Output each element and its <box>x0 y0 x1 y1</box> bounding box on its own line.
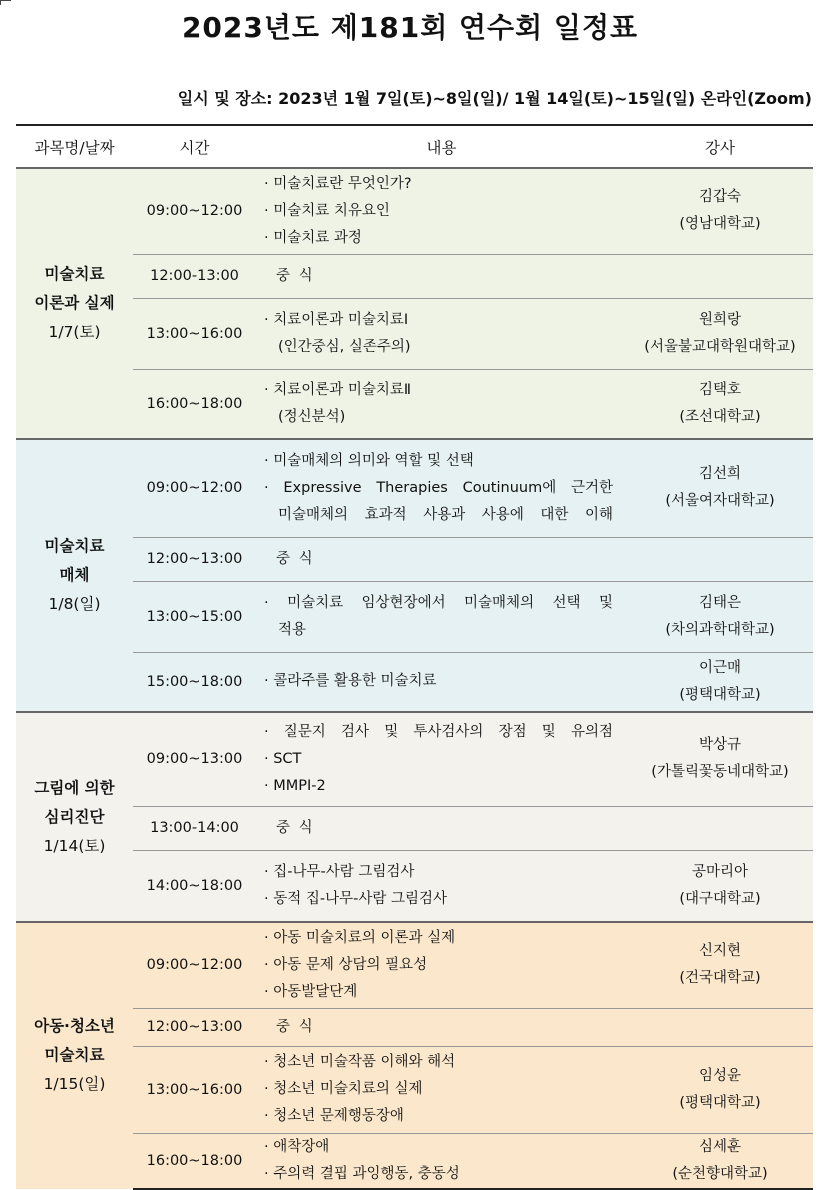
page-title: 2023년도 제181회 연수회 일정표 <box>181 11 639 44</box>
teacher-cell <box>627 254 813 298</box>
table-row <box>16 537 813 581</box>
teacher-cell <box>627 581 813 652</box>
content-cell <box>256 1133 627 1189</box>
teacher-name: 김갑숙 <box>698 189 742 206</box>
subject-name: 이론과 실제 <box>34 294 115 312</box>
content-cell <box>256 712 627 806</box>
teacher-affiliation: (조선대학교) <box>679 408 761 425</box>
teacher-cell <box>627 922 813 1008</box>
header-teacher: 강사 <box>627 125 813 168</box>
content-item: · 집-나무-사람 그림검사 <box>264 859 627 886</box>
time-cell: 12:00~13:00 <box>133 1008 256 1046</box>
time-cell: 13:00~16:00 <box>133 1046 256 1133</box>
subject-cell <box>16 168 133 439</box>
content-item: · 미술매체의 의미와 역할 및 선택 <box>264 448 627 475</box>
content-item: · 아동발달단계 <box>264 979 627 1006</box>
content-item: · 아동 문제 상담의 필요성 <box>264 952 627 979</box>
content-item: · 애착장애 <box>264 1134 627 1161</box>
content-cell <box>256 1046 627 1133</box>
subject-name: 미술치료 <box>44 1046 105 1065</box>
subject-cell <box>16 712 133 922</box>
teacher-name: 공마리아 <box>691 863 749 880</box>
table-row <box>16 652 813 712</box>
lunch-label: 중 식 <box>276 819 315 836</box>
teacher-name: 임성윤 <box>698 1067 742 1084</box>
lunch-label: 중 식 <box>276 267 315 284</box>
teacher-cell <box>627 439 813 537</box>
teacher-affiliation: (평택대학교) <box>679 1094 761 1111</box>
subject-cell <box>16 439 133 712</box>
content-cell <box>256 581 627 652</box>
content-item: · 미술치료 과정 <box>264 225 627 252</box>
table-row <box>16 369 813 439</box>
content-item: · MMPI-2 <box>264 773 627 800</box>
teacher-name: 김태은 <box>698 594 742 611</box>
teacher-cell <box>627 850 813 922</box>
teacher-affiliation: (서울여자대학교) <box>665 493 775 510</box>
teacher-cell <box>627 537 813 581</box>
teacher-name: 심세훈 <box>698 1138 742 1155</box>
teacher-cell <box>627 369 813 439</box>
teacher-affiliation: (차의과학대학교) <box>665 621 775 638</box>
table-row <box>16 439 813 537</box>
teacher-name: 김선희 <box>698 466 742 483</box>
time-cell: 12:00-13:00 <box>133 254 256 298</box>
time-cell: 13:00~15:00 <box>133 581 256 652</box>
time-cell: 09:00~13:00 <box>133 712 256 806</box>
subject-name: 미술치료 <box>44 265 105 283</box>
subject-name: 그림에 의한 <box>34 778 115 797</box>
content-cell <box>256 537 627 581</box>
teacher-affiliation: (영남대학교) <box>679 216 761 233</box>
table-row <box>16 712 813 806</box>
header-time: 시간 <box>133 125 256 168</box>
table-row <box>16 168 813 254</box>
content-item: · 청소년 미술치료의 실제 <box>264 1076 627 1103</box>
table-row <box>16 298 813 369</box>
header-row <box>16 125 813 168</box>
content-item: · 청소년 문제행동장애 <box>264 1103 627 1130</box>
time-cell: 09:00~12:00 <box>133 439 256 537</box>
subject-name: 미술치료 <box>44 537 105 555</box>
content-continuation: 미술매체의 효과적 사용과 사용에 대한 이해 <box>278 506 613 523</box>
content-cell <box>256 806 627 850</box>
time-cell: 16:00~18:00 <box>133 1133 256 1189</box>
content-item: · 질문지 검사 및 투사검사의 장점 및 유의점 <box>264 719 627 746</box>
subject-date: 1/15(일) <box>43 1075 106 1094</box>
subject-name: 아동·청소년 <box>34 1017 115 1036</box>
content-item: · 미술치료 치유요인 <box>264 198 627 225</box>
teacher-cell <box>627 1046 813 1133</box>
content-item: · 청소년 미술작품 이해와 해석 <box>264 1049 627 1076</box>
subject-cell <box>16 922 133 1189</box>
time-cell: 09:00~12:00 <box>133 922 256 1008</box>
lunch-label: 중 식 <box>276 1018 315 1035</box>
content-cell <box>256 369 627 439</box>
teacher-cell <box>627 1008 813 1046</box>
content-continuation: (정신분석) <box>278 408 346 425</box>
content-item: · 치료이론과 미술치료Ⅱ <box>264 377 627 404</box>
content-item: · 미술치료 임상현장에서 미술매체의 선택 및 <box>264 590 627 617</box>
teacher-affiliation: (건국대학교) <box>679 970 761 987</box>
teacher-name: 이근매 <box>698 659 742 676</box>
time-cell: 13:00~16:00 <box>133 298 256 369</box>
table-row <box>16 1046 813 1133</box>
content-item: · Expressive Therapies Coutinuum에 근거한 <box>264 475 627 502</box>
content-item: · 치료이론과 미술치료Ⅰ <box>264 307 627 334</box>
content-item: · 아동 미술치료의 이론과 실제 <box>264 925 627 952</box>
content-continuation: 적용 <box>278 621 307 638</box>
schedule-table <box>16 124 813 1190</box>
teacher-cell <box>627 652 813 712</box>
content-item: · 주의력 결핍 과잉행동, 충동성 <box>264 1161 627 1188</box>
content-item: · SCT <box>264 746 627 773</box>
teacher-affiliation: (평택대학교) <box>679 686 761 703</box>
header-content: 내용 <box>256 125 627 168</box>
content-cell <box>256 850 627 922</box>
content-cell <box>256 1008 627 1046</box>
content-item: · 콜라주를 활용한 미술치료 <box>264 668 627 695</box>
time-cell: 09:00~12:00 <box>133 168 256 254</box>
teacher-affiliation: (서울불교대학원대학교) <box>644 338 796 355</box>
time-cell: 14:00~18:00 <box>133 850 256 922</box>
teacher-cell <box>627 712 813 806</box>
teacher-name: 박상규 <box>698 737 742 754</box>
date-venue-line: 일시 및 장소: 2023년 1월 7일(토)~8일(일)/ 1월 14일(토)~15일(일) 온라인(Zoom) <box>177 89 812 108</box>
content-cell <box>256 298 627 369</box>
table-row <box>16 1133 813 1189</box>
content-cell <box>256 168 627 254</box>
content-cell <box>256 922 627 1008</box>
table-row <box>16 581 813 652</box>
teacher-name: 신지현 <box>698 943 742 960</box>
table-row <box>16 254 813 298</box>
time-cell: 13:00-14:00 <box>133 806 256 850</box>
content-continuation: (인간중심, 실존주의) <box>278 338 411 355</box>
teacher-cell <box>627 1133 813 1189</box>
table-row <box>16 1008 813 1046</box>
teacher-name: 김택호 <box>698 381 742 398</box>
subject-date: 1/8(일) <box>48 595 101 613</box>
teacher-cell <box>627 298 813 369</box>
teacher-cell <box>627 806 813 850</box>
page-corner-mark <box>0 0 11 5</box>
content-cell <box>256 254 627 298</box>
teacher-affiliation: (순천향대학교) <box>672 1165 768 1182</box>
table-row <box>16 806 813 850</box>
content-item: · 동적 집-나무-사람 그림검사 <box>264 886 627 913</box>
time-cell: 15:00~18:00 <box>133 652 256 712</box>
teacher-affiliation: (대구대학교) <box>679 890 761 907</box>
subject-name: 매체 <box>59 566 90 584</box>
lunch-label: 중 식 <box>276 550 315 567</box>
teacher-affiliation: (가톨릭꽃동네대학교) <box>651 764 789 781</box>
subject-date: 1/14(토) <box>43 836 106 855</box>
subject-date: 1/7(토) <box>48 323 101 341</box>
table-row <box>16 850 813 922</box>
subject-name: 심리진단 <box>44 807 105 826</box>
teacher-cell <box>627 168 813 254</box>
table-row <box>16 922 813 1008</box>
time-cell: 16:00~18:00 <box>133 369 256 439</box>
header-subject: 과목명/날짜 <box>16 125 133 168</box>
time-cell: 12:00~13:00 <box>133 537 256 581</box>
teacher-name: 원희랑 <box>698 311 742 328</box>
content-cell <box>256 439 627 537</box>
content-item: · 미술치료란 무엇인가? <box>264 171 627 198</box>
content-cell <box>256 652 627 712</box>
